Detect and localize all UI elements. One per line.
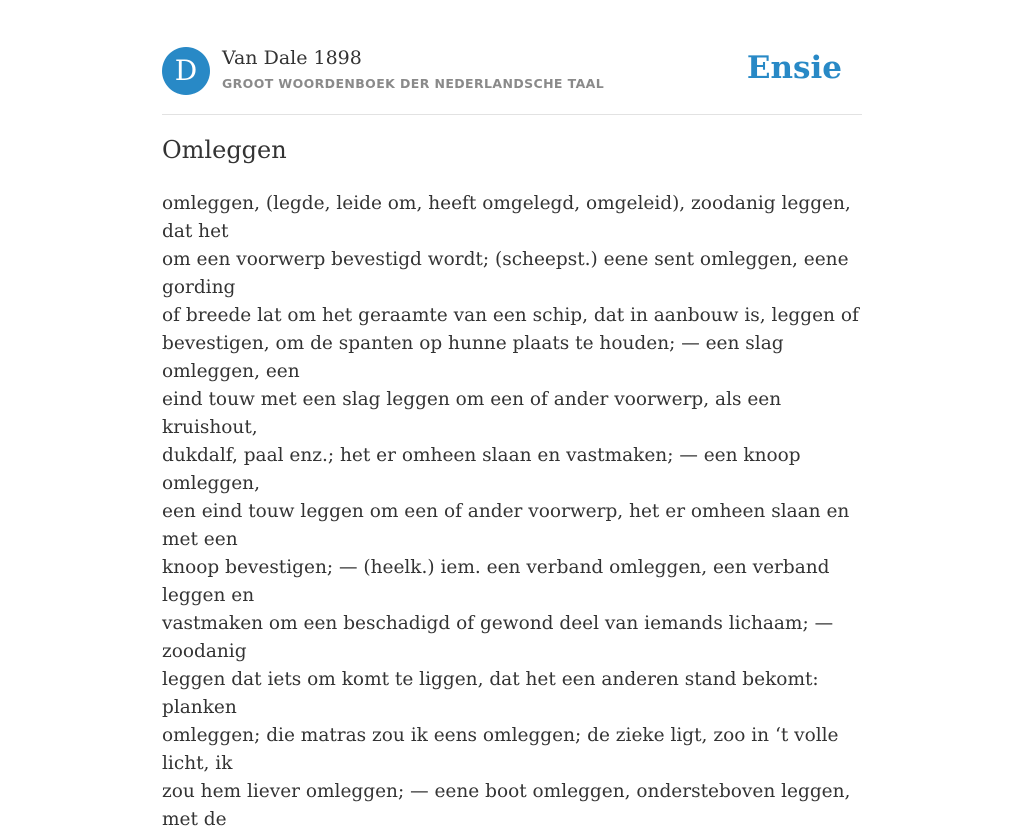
source-header: [162, 46, 862, 115]
source-subtitle: GROOT WOORDENBOEK DER NEDERLANDSCHE TAAL: [222, 76, 605, 91]
entry-definition: omleggen, (legde, leide om, heeft omgelegd, omgeleid), zoodanig leggen, dat het om een voorwerp bevestigd wordt; (scheepst.) eene sent omleggen, eene gording of breede lat om het geraamte van een schip, dat in aanbouw is, leggen of bevestigen, om de spanten op hunne plaats te houden; — een slag omleggen, een eind touw met een slag leggen om een of ander voorwerp, als een kruishout, dukdalf, paal enz.; het er omheen slaan en vastmaken; — een knoop omleggen, een eind touw leggen om een of ander voorwerp, het er omheen slaan en met een knoop bevestigen; — (heelk.) iem. een verband omleggen, een verband leggen en vastmaken om een beschadigd of gewond deel van iemands lichaam; — zoodanig leggen dat iets om komt te liggen, dat het een anderen stand bekomt: planken omleggen; die matras zou ik eens omleggen; de zieke ligt, zoo in ‘t volle licht, ik zou hem liever omleggen; — eene boot omleggen, ondersteboven leggen, met de: [162, 193, 859, 830]
entry-title: Omleggen: [162, 136, 287, 164]
ensie-logo[interactable]: Ensie: [746, 50, 842, 86]
source-title[interactable]: Van Dale 1898: [222, 47, 362, 69]
source-logo[interactable]: D: [162, 47, 210, 95]
